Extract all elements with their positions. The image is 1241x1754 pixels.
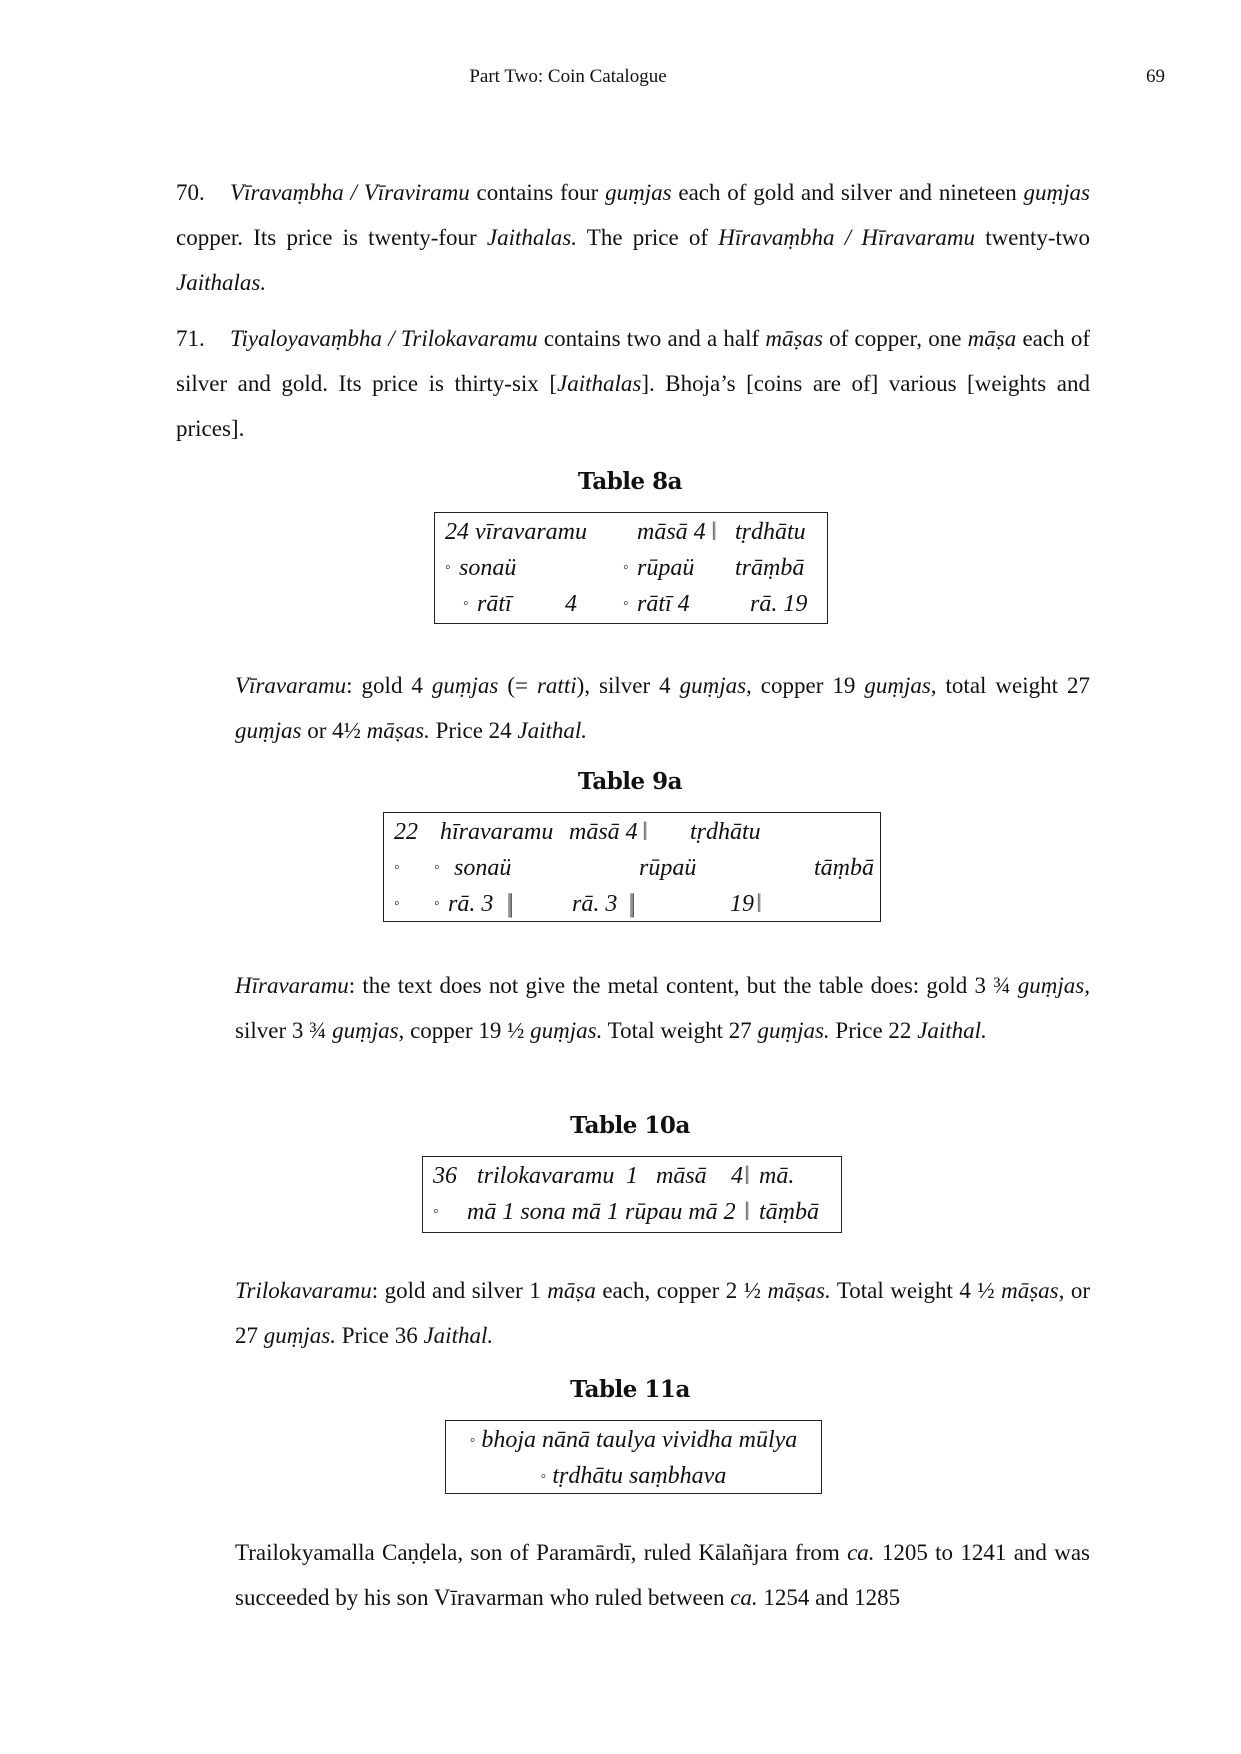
italic-term: guṃjas <box>1023 180 1090 205</box>
italic-term: māṣas. <box>767 1278 831 1303</box>
page-header <box>0 66 1241 90</box>
table-10a <box>422 1156 842 1233</box>
circle-mark: ◦ <box>434 895 440 912</box>
circle-mark: ◦ <box>469 1432 476 1449</box>
circle-mark: ◦ <box>394 895 400 912</box>
italic-term: Jaithalas. <box>176 270 267 295</box>
table-cell: tāṃbā <box>759 1199 819 1225</box>
entry-70 <box>176 170 1090 305</box>
table-row <box>446 1422 821 1458</box>
entry-number: 70. <box>176 180 205 205</box>
text-run: : the text does not give the metal content, but the table does: gold 3 ¾ <box>348 973 1018 998</box>
table-cell: tṛdhātu <box>690 819 761 845</box>
circle-mark: ◦ <box>623 559 629 576</box>
commentary-text <box>235 1540 1090 1610</box>
table-cell: sonaü <box>459 555 517 581</box>
text-run: total weight 27 <box>936 673 1090 698</box>
text-run: Price 24 <box>429 718 518 743</box>
italic-term: guṃjas <box>605 180 672 205</box>
table-cell: hīravaramu <box>440 819 554 845</box>
text-run: : gold and silver 1 <box>371 1278 548 1303</box>
table-cell: māsā 4 <box>637 519 706 545</box>
circle-mark: ◦ <box>623 595 629 612</box>
entry-text <box>176 180 1090 295</box>
text-run: ), silver 4 <box>576 673 680 698</box>
circle-mark: ◦ <box>434 859 440 876</box>
table-row <box>445 514 815 550</box>
table-row <box>433 1194 833 1230</box>
text-run: contains two and a half <box>537 326 766 351</box>
table-cell: mā 1 sona mā 1 rūpau mā 2 <box>467 1199 736 1225</box>
text-run: Price 36 <box>335 1323 424 1348</box>
text-run: or 27 <box>235 1278 1090 1348</box>
italic-term: māṣa <box>547 1278 596 1303</box>
text-run: copper 19 <box>751 673 865 698</box>
triple-danda: ||| <box>629 889 634 918</box>
text-run: silver 3 ¾ <box>235 1018 333 1043</box>
commentary-trilokavaramu <box>235 1268 1090 1358</box>
table-cell: tṛdhātu <box>735 519 806 545</box>
entry-number: 71. <box>176 326 205 351</box>
entry-71 <box>176 316 1090 451</box>
text-run: (= <box>498 673 537 698</box>
table-cell: sonaü <box>454 855 512 881</box>
table-cell: rūpaü <box>637 555 695 581</box>
italic-term: māṣas, <box>1001 1278 1065 1303</box>
table-cell: trilokavaramu <box>477 1163 615 1189</box>
table-cell: 19 <box>730 891 754 917</box>
table-9a-caption: Table 9a <box>577 768 683 795</box>
table-row <box>394 814 874 850</box>
text-run: each, copper 2 ½ <box>595 1278 768 1303</box>
italic-term: guṃjas, <box>1017 973 1090 998</box>
italic-term: guṃjas. <box>263 1323 336 1348</box>
text-run: each of silver and gold. Its price is thirty-six [ <box>176 326 1090 396</box>
text-run: twenty-two <box>975 225 1090 250</box>
table-cell: rā. 19 <box>750 591 808 617</box>
double-danda: ‖ <box>744 1197 748 1226</box>
table-cell: 24 vīravaramu <box>445 519 587 545</box>
italic-term: māṣas <box>765 326 823 351</box>
text-run: Total weight 4 ½ <box>830 1278 1002 1303</box>
text-run: : gold 4 <box>346 673 432 698</box>
commentary-hiravaramu <box>235 963 1090 1053</box>
commentary-text <box>235 973 1090 1043</box>
text-run: 1205 to 1241 and was succeeded by his son Vīravarman who ruled between <box>235 1540 1090 1610</box>
text-run: or 4½ <box>301 718 367 743</box>
table-cell: 4 <box>565 591 577 617</box>
text-run: Price 22 <box>829 1018 918 1043</box>
circle-mark: ◦ <box>445 559 451 576</box>
table-cell: māsā <box>656 1163 707 1189</box>
italic-term: Vīravaramu <box>235 673 347 698</box>
italic-term: Jaithal. <box>917 1018 987 1043</box>
table-cell: tāṃbā <box>814 855 874 881</box>
commentary-text <box>235 1278 1090 1348</box>
double-danda: ‖ <box>642 817 646 846</box>
italic-term: ratti <box>536 673 577 698</box>
table-cell: 22 <box>394 819 418 845</box>
circle-mark: ◦ <box>433 1203 439 1220</box>
table-cell: trāṃbā <box>735 555 805 581</box>
text-run: contains four <box>469 180 606 205</box>
italic-term: guṃjas, <box>864 673 937 698</box>
circle-mark: ◦ <box>463 595 469 612</box>
double-danda: ‖ <box>756 889 760 918</box>
italic-term: Jaithalas <box>557 371 642 396</box>
table-cell: bhoja nānā taulya vividha mūlya <box>481 1427 798 1453</box>
text-run: Trailokyamalla Caṇḍela, son of Paramārdī, ruled Kālañjara from <box>235 1540 848 1565</box>
commentary-trailokyamalla <box>235 1530 1090 1620</box>
table-cell: rūpaü <box>639 855 697 881</box>
page-number: 69 <box>1146 66 1165 87</box>
double-danda: ‖ <box>744 1161 748 1190</box>
table-10a-caption: Table 10a <box>570 1112 690 1139</box>
italic-term: Vīravaṃbha / Vīraviramu <box>230 180 470 205</box>
table-row <box>394 886 874 922</box>
text-run: ]. Bhoja’s [coins are of] various [weights and prices]. <box>176 371 1091 441</box>
table-cell: rā. 3 <box>448 891 494 917</box>
italic-term: guṃjas <box>235 718 302 743</box>
table-cell: rā. 3 <box>572 891 618 917</box>
table-cell: māsā 4 <box>569 819 638 845</box>
table-cell: rātī 4 <box>637 591 690 617</box>
italic-term: Jaithal. <box>423 1323 494 1348</box>
table-cell: 1 <box>626 1163 638 1189</box>
italic-term: guṃjas, <box>332 1018 405 1043</box>
text-run: Total weight 27 <box>602 1018 758 1043</box>
text-run: copper. Its price is twenty-four <box>176 225 487 250</box>
italic-term: Jaithalas. <box>486 225 578 250</box>
table-cell: rātī <box>477 591 512 617</box>
italic-term: guṃjas <box>431 673 499 698</box>
table-row <box>445 550 815 586</box>
entry-text <box>176 326 1090 441</box>
text-run: 1254 and 1285 <box>757 1585 901 1610</box>
table-11a-caption: Table 11a <box>570 1376 690 1403</box>
table-row <box>394 850 874 886</box>
table-cell: 36 <box>433 1163 457 1189</box>
italic-term: Tiyaloyavaṃbha / Trilokavaramu <box>230 326 538 351</box>
triple-danda: ||| <box>507 889 512 918</box>
table-9a <box>383 812 881 922</box>
italic-term: Hīravaramu <box>235 973 349 998</box>
text-run: copper 19 ½ <box>404 1018 531 1043</box>
text-run: each of gold and silver and nineteen <box>671 180 1024 205</box>
italic-term: Hīravaṃbha / Hīravaramu <box>718 225 976 250</box>
commentary-viravaramu <box>235 663 1090 753</box>
table-11a <box>445 1420 822 1494</box>
italic-term: māṣas. <box>366 718 430 743</box>
running-head: Part Two: Coin Catalogue <box>469 66 667 87</box>
table-8a-caption: Table 8a <box>577 468 683 495</box>
italic-term: ca. <box>730 1585 758 1610</box>
table-row <box>445 586 815 622</box>
italic-term: Jaithal. <box>517 718 588 743</box>
italic-term: Trilokavaramu <box>235 1278 372 1303</box>
double-danda: ‖ <box>711 517 715 546</box>
table-row <box>433 1158 833 1194</box>
table-cell: tṛdhātu saṃbhava <box>552 1463 727 1489</box>
italic-term: ca. <box>847 1540 875 1565</box>
text-run: The price of <box>577 225 719 250</box>
circle-mark: ◦ <box>540 1468 547 1485</box>
table-row <box>446 1458 821 1494</box>
table-8a <box>434 512 828 624</box>
table-cell: 4 <box>731 1163 743 1189</box>
text-run: of copper, one <box>822 326 968 351</box>
commentary-text <box>235 673 1090 743</box>
table-cell: mā. <box>759 1163 795 1189</box>
italic-term: māṣa <box>967 326 1017 351</box>
italic-term: guṃjas, <box>679 673 752 698</box>
italic-term: guṃjas. <box>530 1018 603 1043</box>
italic-term: guṃjas. <box>757 1018 830 1043</box>
circle-mark: ◦ <box>394 859 400 876</box>
